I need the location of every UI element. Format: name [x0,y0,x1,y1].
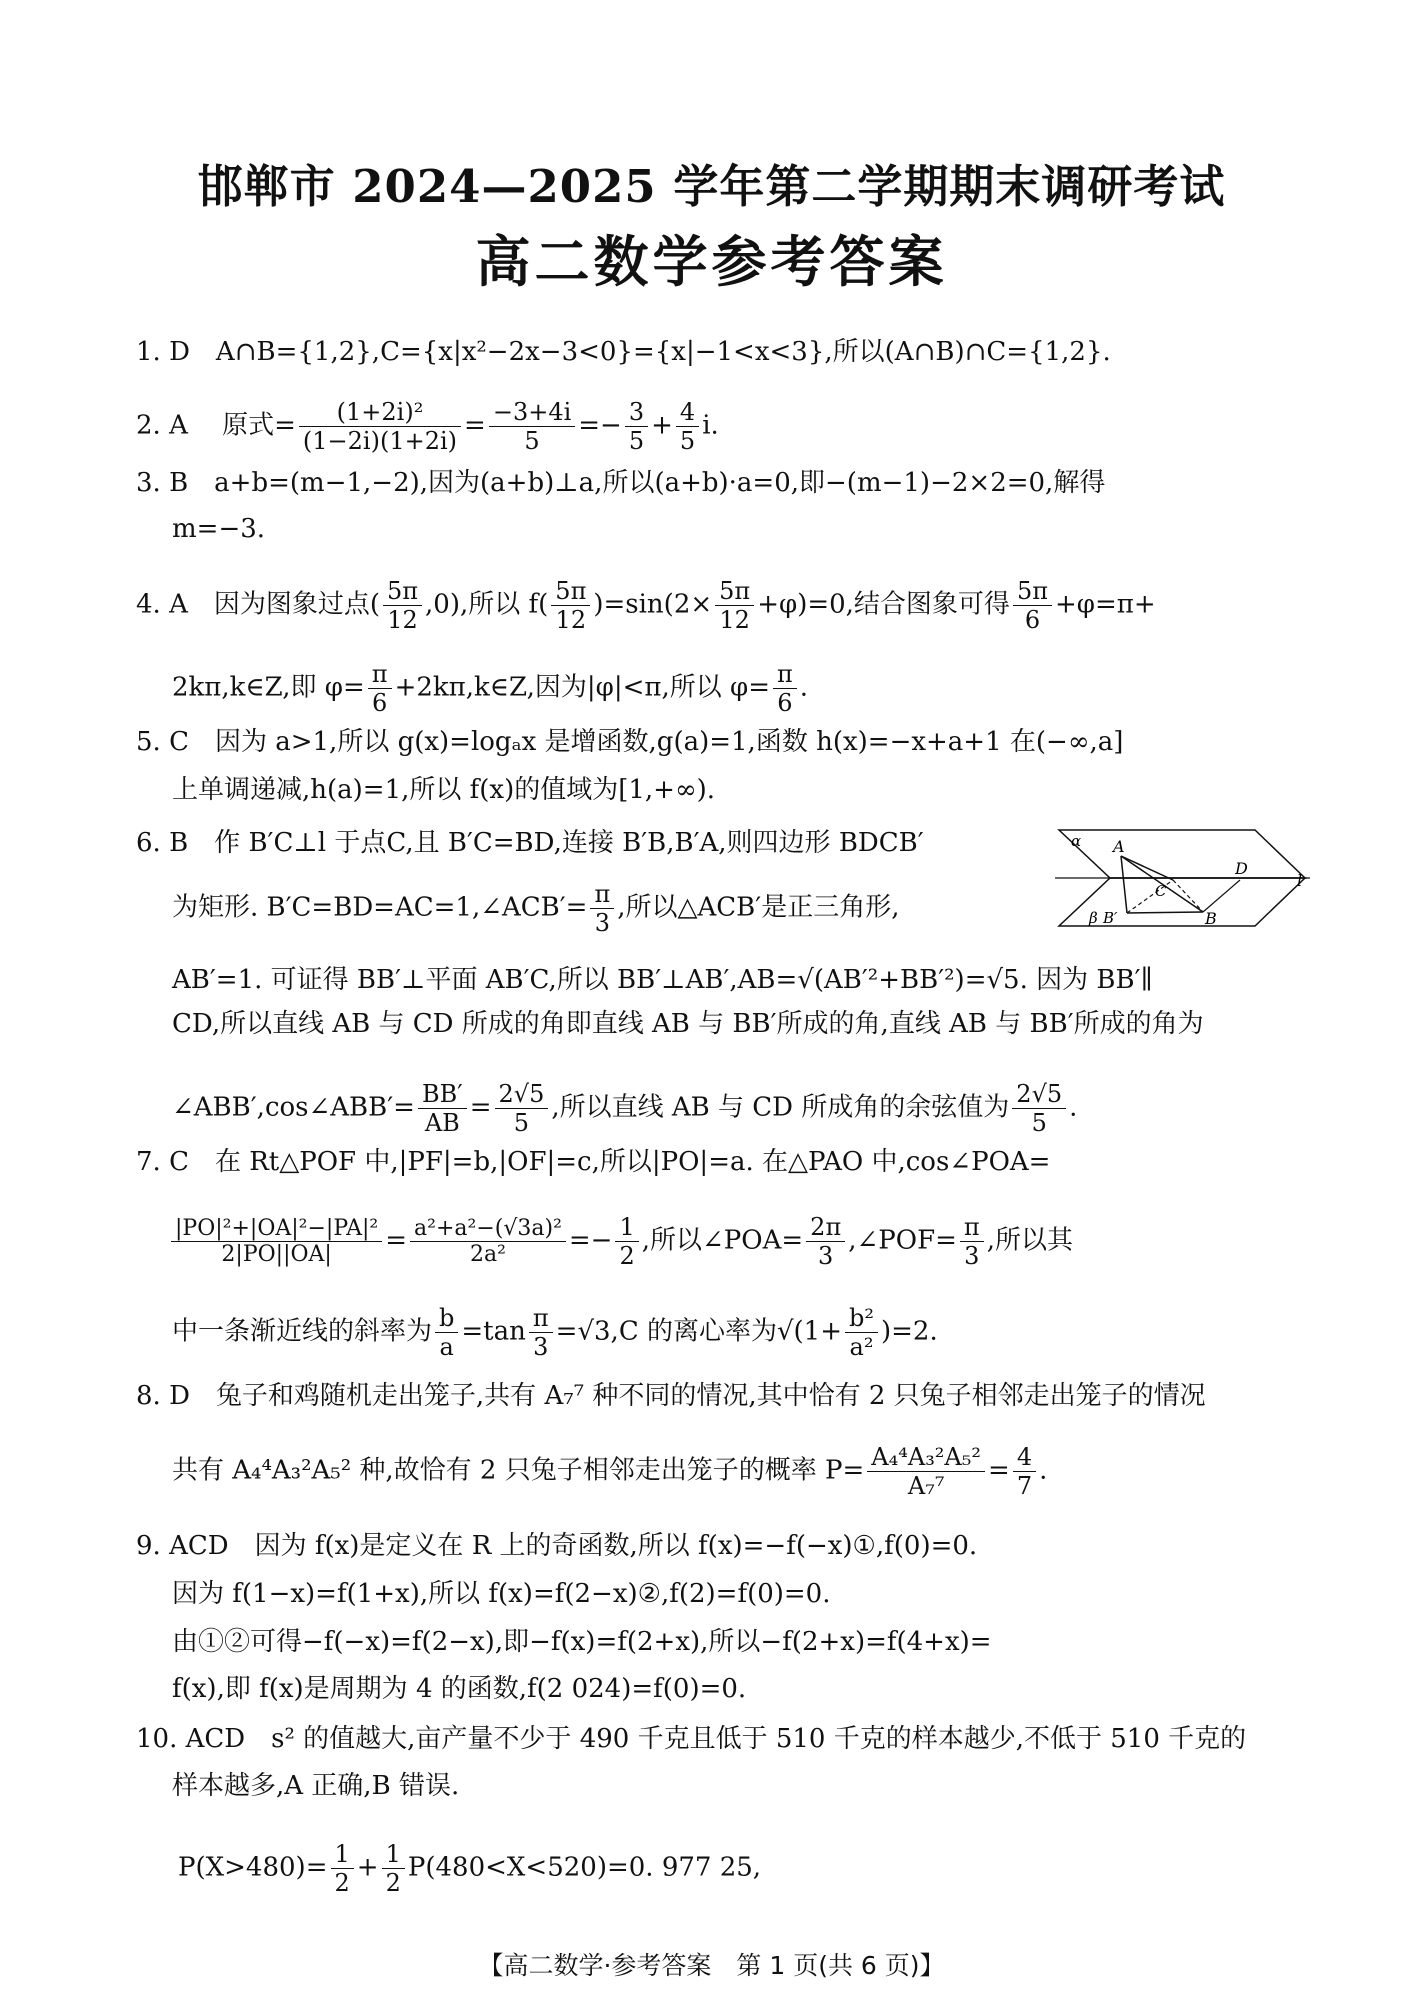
label-b-prime: B′ [1103,909,1118,927]
answer-10-line1: 10. ACD s² 的值越大,亩产量不少于 490 千克且低于 510 千克的样本越少,不低于 510 千克的 [136,1724,1247,1754]
fraction: $\frac{\pi}{6}$ [773,660,797,717]
answer-2: 2. A 原式= $\frac{\text{(1+2i)²}}{(1-2i)(1+2i)}$ = $\frac{-3+4i}{5}$ =− $\frac{3}{5}$ + $\frac{4}{5}$ i. [136,398,719,455]
fraction: $\frac{1}{2}$ [615,1213,638,1270]
fraction: $\frac{1}{2}$ [382,1840,405,1897]
answer-2-text: 原式= [222,410,296,441]
answer-9-line2: 因为 f(1−x)=f(1+x),所以 f(x)=f(2−x)②,f(2)=f(0)=0. [172,1579,831,1609]
fraction: $\frac{\pi}{3}$ [529,1304,553,1361]
answer-10-line2: 样本越多,A 正确,B 错误. [172,1771,460,1801]
label-c: C [1155,882,1167,900]
fraction: $\frac{4}{5}$ [676,398,699,455]
geometry-figure [1055,828,1310,930]
label-b: B [1205,909,1217,928]
fraction: $\frac{\pi}{6}$ [368,660,392,717]
label-alpha: α [1071,832,1082,850]
answer-7-line3: 中一条渐近线的斜率为 $\frac{b}{a}$ =tan $\frac{\pi}{3}$ =√3,C 的离心率为√(1+ $\frac{\text{b²}}{\text{a²}}$ )=2. [172,1304,938,1361]
label-a: A [1113,837,1125,856]
exam-title: 邯郸市 2024—2025 学年第二学期期末调研考试 [197,160,1226,213]
answer-3-line2: m=−3. [172,514,266,544]
fraction: $\frac{\pi}{3}$ [590,880,614,937]
fraction: $\frac{\text{a²+a²−(√3a)²}}{\text{2a²}}$ [410,1216,566,1267]
answer-2-number: 2. A [136,410,188,441]
answer-6-line3: AB′=1. 可证得 BB′⊥平面 AB′C,所以 BB′⊥AB′,AB=√(AB′²+BB′²)=√5. 因为 BB′∥ [172,965,1153,995]
fraction: $\frac{5\pi}{12}$ [551,577,590,634]
fraction: $\frac{5\pi}{6}$ [1013,577,1052,634]
answer-9-line4: f(x),即 f(x)是周期为 4 的函数,f(2 024)=f(0)=0. [172,1674,747,1704]
fraction: $\frac{1}{2}$ [331,1840,354,1897]
answer-5-line2: 上单调递减,h(a)=1,所以 f(x)的值域为[1,+∞). [172,775,716,805]
answer-6-line4: CD,所以直线 AB 与 CD 所成的角即直线 AB 与 BB′所成的角,直线 AB 与 BB′所成的角为 [172,1009,1204,1039]
fraction: $\frac{2√5}{5}$ [495,1080,549,1137]
answer-6-line2: 为矩形. B′C=BD=AC=1,∠ACB′= $\frac{\pi}{3}$ ,所以△ACB′是正三角形, [172,880,900,937]
answer-7-line1: 7. C 在 Rt△POF 中,|PF|=b,|OF|=c,所以|PO|=a. 在△PAO 中,cos∠POA= [136,1147,1051,1177]
fraction: $\frac{2√5}{5}$ [1012,1080,1066,1137]
answer-8-line1: 8. D 兔子和鸡随机走出笼子,共有 A₇⁷ 种不同的情况,其中恰有 2 只兔子相邻走出笼子的情况 [136,1381,1206,1411]
answer-1: 1. D A∩B={1,2},C={x|x²−2x−3<0}={x|−1<x<3},所以(A∩B)∩C={1,2}. [136,337,1111,367]
fraction: $\frac{BB'}{AB}$ [418,1080,467,1137]
fraction: $\frac{\text{|PO|²+|OA|²−|PA|²}}{2|PO||OA|}$ [171,1216,382,1267]
fraction: $\frac{-3+4i}{5}$ [489,398,575,455]
fraction: $\frac{\text{b²}}{\text{a²}}$ [845,1304,878,1361]
fraction: $\frac{3}{5}$ [625,398,648,455]
fraction: $\frac{5\pi}{12}$ [715,577,754,634]
answer-4-line1: 4. A 因为图象过点( $\frac{5\pi}{12}$ ,0),所以 f( $\frac{5\pi}{12}$ )=sin(2× $\frac{5\pi}{12}$ +φ)=0,结合图象可得 $\frac{5\pi}{6}$ +φ=π+ [136,577,1156,634]
fraction: $\frac{4}{7}$ [1013,1443,1036,1500]
fraction: $\frac{5\pi}{12}$ [383,577,422,634]
fraction: $\frac{\text{A₄⁴A₃²A₅²}}{\text{A₇⁷}}$ [867,1443,985,1500]
answer-4-line2: 2kπ,k∈Z,即 φ= $\frac{\pi}{6}$ +2kπ,k∈Z,因为|φ|<π,所以 φ= $\frac{\pi}{6}$ . [172,660,809,717]
label-l: l [1297,871,1303,890]
answer-9-line3: 由①②可得−f(−x)=f(2−x),即−f(x)=f(2+x),所以−f(2+x)=f(4+x)= [172,1627,992,1657]
answer-5-line1: 5. C 因为 a>1,所以 g(x)=logₐx 是增函数,g(a)=1,函数 h(x)=−x+a+1 在(−∞,a] [136,727,1124,757]
page-footer: 【高二数学·参考答案 第 1 页(共 6 页)】 [478,1951,945,1980]
fraction: $\frac{b}{a}$ [435,1304,458,1361]
label-d: D [1235,859,1248,878]
answer-9-line1: 9. ACD 因为 f(x)是定义在 R 上的奇函数,所以 f(x)=−f(−x)①,f(0)=0. [136,1531,978,1561]
answer-3-line1: 3. B a+b=(m−1,−2),因为(a+b)⊥a,所以(a+b)·a=0,即−(m−1)−2×2=0,解得 [136,468,1106,498]
answer-10-line3: P(X>480)= $\frac{1}{2}$ + $\frac{1}{2}$ P(480<X<520)=0. 977 25, [178,1840,762,1897]
answer-6-line1: 6. B 作 B′C⊥l 于点C,且 B′C=BD,连接 B′B,B′A,则四边形 BDCB′ [136,828,924,858]
answer-subtitle: 高二数学参考答案 [475,229,948,294]
answer-6-line5: ∠ABB′,cos∠ABB′= $\frac{BB'}{AB}$ = $\frac{2√5}{5}$ ,所以直线 AB 与 CD 所成角的余弦值为 $\frac{2√5}{5}$ . [172,1080,1078,1137]
answer-8-line2: 共有 A₄⁴A₃²A₅² 种,故恰有 2 只兔子相邻走出笼子的概率 P= $\frac{\text{A₄⁴A₃²A₅²}}{\text{A₇⁷}}$ = $\frac{4}{7}$ . [172,1443,1048,1500]
fraction: $\frac{\pi}{3}$ [960,1213,984,1270]
label-beta: β [1089,909,1098,927]
fraction: $\frac{\text{(1+2i)²}}{(1-2i)(1+2i)}$ [299,398,461,455]
answer-7-line2: $\frac{\text{|PO|²+|OA|²−|PA|²}}{2|PO||OA|}$ = $\frac{\text{a²+a²−(√3a)²}}{\text{2a²}}$ =− $\frac{1}{2}$ ,所以∠POA= $\frac{2\pi}{3}$ ,∠POF= $\frac{\pi}{3}$ ,所以其 [168,1213,1073,1270]
fraction: $\frac{2\pi}{3}$ [806,1213,845,1270]
